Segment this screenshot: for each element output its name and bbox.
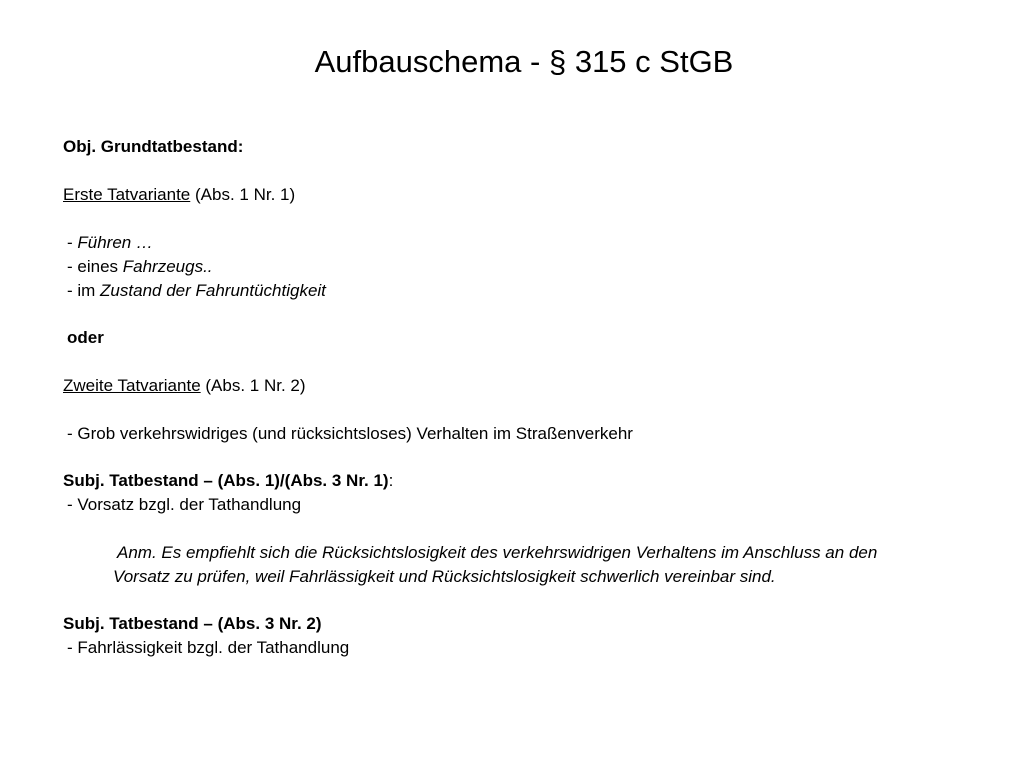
slide-title: Aufbauschema - § 315 c StGB bbox=[314, 44, 734, 79]
variant1-item-1-text: Führen … bbox=[77, 233, 153, 252]
connector-oder: oder bbox=[67, 328, 104, 347]
subj2-item-1: - Fahrlässigkeit bzgl. der Tathandlung bbox=[67, 638, 350, 657]
variant1-item-3-dash: - im bbox=[67, 281, 101, 300]
variant2-label: Zweite Tatvariante bbox=[63, 376, 201, 395]
variant1-item-3-text: Zustand der Fahruntüchtigkeit bbox=[100, 281, 326, 300]
obj-heading: Obj. Grundtatbestand: bbox=[63, 137, 244, 156]
variant1-heading bbox=[63, 184, 295, 206]
subj1-heading bbox=[63, 470, 393, 492]
variant2-item-1: - Grob verkehrswidriges (und rücksichtsloses) Verhalten im Straßenverkehr bbox=[67, 424, 633, 443]
variant2-heading bbox=[63, 375, 306, 397]
subj1-item-1: - Vorsatz bzgl. der Tathandlung bbox=[67, 495, 302, 514]
subj2-heading: Subj. Tatbestand – (Abs. 3 Nr. 2) bbox=[63, 614, 322, 633]
variant2-ref: (Abs. 1 Nr. 2) bbox=[200, 376, 306, 395]
variant1-ref: (Abs. 1 Nr. 1) bbox=[190, 185, 296, 204]
variant1-item-2-text: Fahrzeugs.. bbox=[122, 257, 213, 276]
subj1-heading-text: Subj. Tatbestand – (Abs. 1)/(Abs. 3 Nr. 1) bbox=[63, 471, 389, 490]
subj1-heading-colon: : bbox=[388, 471, 394, 490]
subj1-note-line-2: Vorsatz zu prüfen, weil Fahrlässigkeit und Rücksichtslosigkeit schwerlich vereinbar sind. bbox=[113, 567, 776, 586]
variant1-label: Erste Tatvariante bbox=[63, 185, 191, 204]
variant1-item-2-dash: - eines bbox=[67, 257, 123, 276]
variant1-item-1 bbox=[67, 232, 153, 254]
variant1-item-1-dash: - bbox=[67, 233, 78, 252]
variant1-item-2 bbox=[67, 256, 213, 278]
subj1-note-line-1: Anm. Es empfiehlt sich die Rücksichtslosigkeit des verkehrswidrigen Verhaltens im Anschluss an den bbox=[117, 543, 878, 562]
variant1-item-3 bbox=[67, 280, 326, 302]
